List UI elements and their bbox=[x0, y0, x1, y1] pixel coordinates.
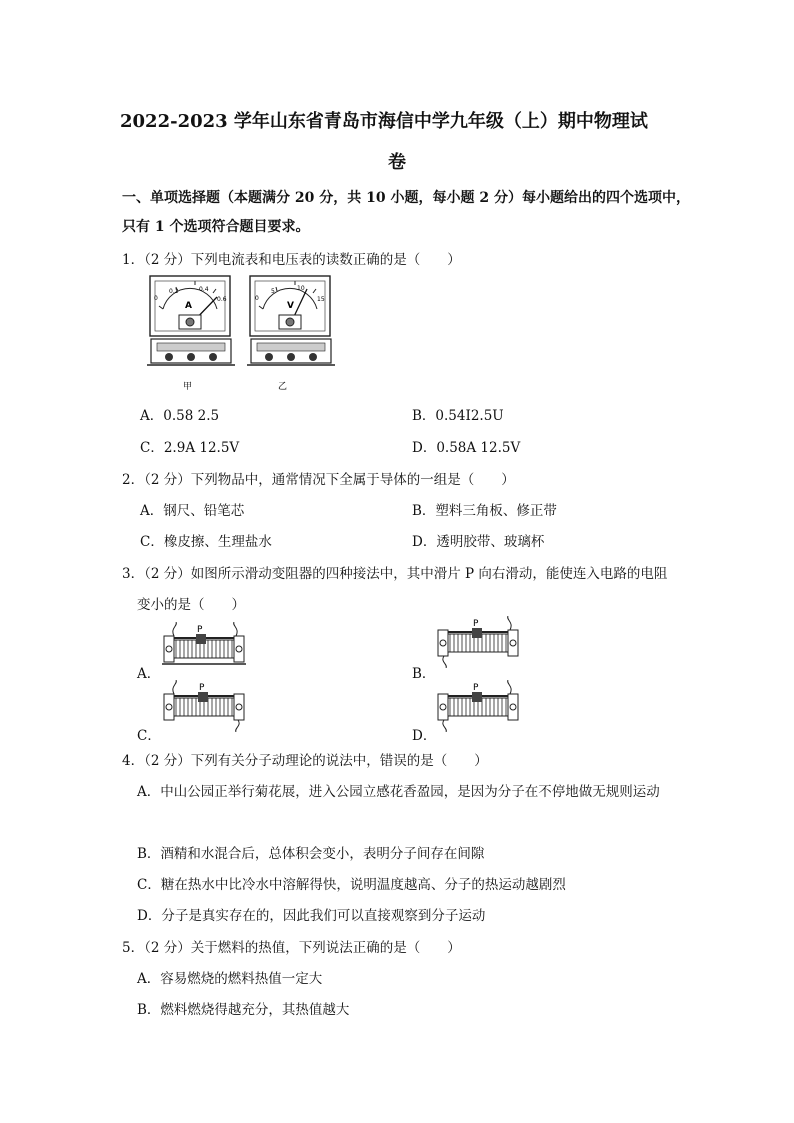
q5-option-b: B．燃料燃烧得越充分，其热值越大 bbox=[137, 1002, 350, 1018]
q4-option-a: A．中山公园正举行菊花展，进入公园立感花香盈园，是因为分子在不停地做无规则运动 bbox=[137, 784, 660, 800]
q4-option-d: D．分子是真实存在的，因此我们可以直接观察到分子运动 bbox=[137, 908, 486, 924]
page-title-line1: 2022-2023 学年山东省青岛市海信中学九年级（上）期中物理试 bbox=[120, 111, 648, 132]
rheostat-c-figure bbox=[160, 680, 250, 732]
slider-label-d: P bbox=[473, 683, 479, 693]
voltmeter-figure bbox=[247, 276, 335, 392]
ammeter-figure bbox=[147, 276, 235, 392]
q1-option-b: B．0.54I2.5U bbox=[412, 408, 504, 424]
q4-option-c: C．糖在热水中比冷水中溶解得快，说明温度越高、分子的热运动越剧烈 bbox=[137, 877, 566, 893]
rheostat-d-figure bbox=[434, 680, 524, 732]
voltmeter-tick-1: 5 bbox=[271, 288, 275, 295]
ammeter-tick-2: 0.4 bbox=[199, 286, 209, 293]
voltmeter-tick-2: 10 bbox=[297, 285, 305, 292]
q1-option-a: A．0.58 2.5 bbox=[140, 408, 220, 424]
ammeter-tick-0: 0 bbox=[154, 295, 158, 302]
q2-option-a: A．钢尺、铅笔芯 bbox=[140, 503, 245, 519]
meters-figure bbox=[145, 273, 335, 398]
section-heading-line2: 只有 1 个选项符合题目要求。 bbox=[122, 219, 310, 235]
q3-option-a-letter: A． bbox=[137, 666, 161, 682]
q2-option-b: B．塑料三角板、修正带 bbox=[412, 503, 557, 519]
question-3-stem-line1: 3．（2 分）如图所示滑动变阻器的四种接法中，其中滑片 P 向右滑动，能使连入电路的电阻 bbox=[122, 566, 668, 582]
ammeter-label: 甲 bbox=[183, 382, 193, 392]
slider-label-c: P bbox=[199, 683, 205, 693]
q2-option-d: D．透明胶带、玻璃杯 bbox=[412, 534, 545, 550]
voltmeter-label: 乙 bbox=[278, 382, 288, 392]
voltmeter-tick-3: 15 bbox=[317, 296, 325, 303]
q3-option-d-letter: D． bbox=[412, 728, 437, 744]
slider-label-b: P bbox=[473, 619, 479, 629]
q3-option-c-letter: C． bbox=[137, 728, 161, 744]
q3-option-b-letter: B． bbox=[412, 666, 436, 682]
q1-option-d: D．0.58A 12.5V bbox=[412, 440, 521, 456]
section-heading-line1: 一、单项选择题（本题满分 20 分，共 10 小题，每小题 2 分）每小题给出的四个选项中， bbox=[122, 190, 690, 206]
question-3-stem-line2: 变小的是（ ） bbox=[137, 597, 245, 613]
question-1-stem: 1．（2 分）下列电流表和电压表的读数正确的是（ ） bbox=[122, 252, 461, 268]
q5-option-a: A．容易燃烧的燃料热值一定大 bbox=[137, 971, 323, 987]
ammeter-unit: A bbox=[185, 301, 192, 311]
question-5-stem: 5．（2 分）关于燃料的热值，下列说法正确的是（ ） bbox=[122, 940, 461, 956]
page-title-line2: 卷 bbox=[388, 152, 406, 173]
rheostat-b-figure bbox=[434, 616, 524, 668]
q1-option-c: C．2.9A 12.5V bbox=[140, 440, 240, 456]
voltmeter-tick-0: 0 bbox=[255, 295, 259, 302]
slider-label-a: P bbox=[197, 625, 203, 635]
q2-option-c: C．橡皮擦、生理盐水 bbox=[140, 534, 272, 550]
voltmeter-unit: V bbox=[287, 301, 294, 311]
ammeter-tick-1: 0.2 bbox=[169, 288, 179, 295]
question-2-stem: 2．（2 分）下列物品中，通常情况下全属于导体的一组是（ ） bbox=[122, 472, 515, 488]
rheostat-a-figure bbox=[160, 622, 250, 674]
q4-option-b: B．酒精和水混合后，总体积会变小，表明分子间存在间隙 bbox=[137, 846, 485, 862]
question-4-stem: 4．（2 分）下列有关分子动理论的说法中，错误的是（ ） bbox=[122, 753, 488, 769]
ammeter-tick-3: 0.6 bbox=[217, 296, 227, 303]
